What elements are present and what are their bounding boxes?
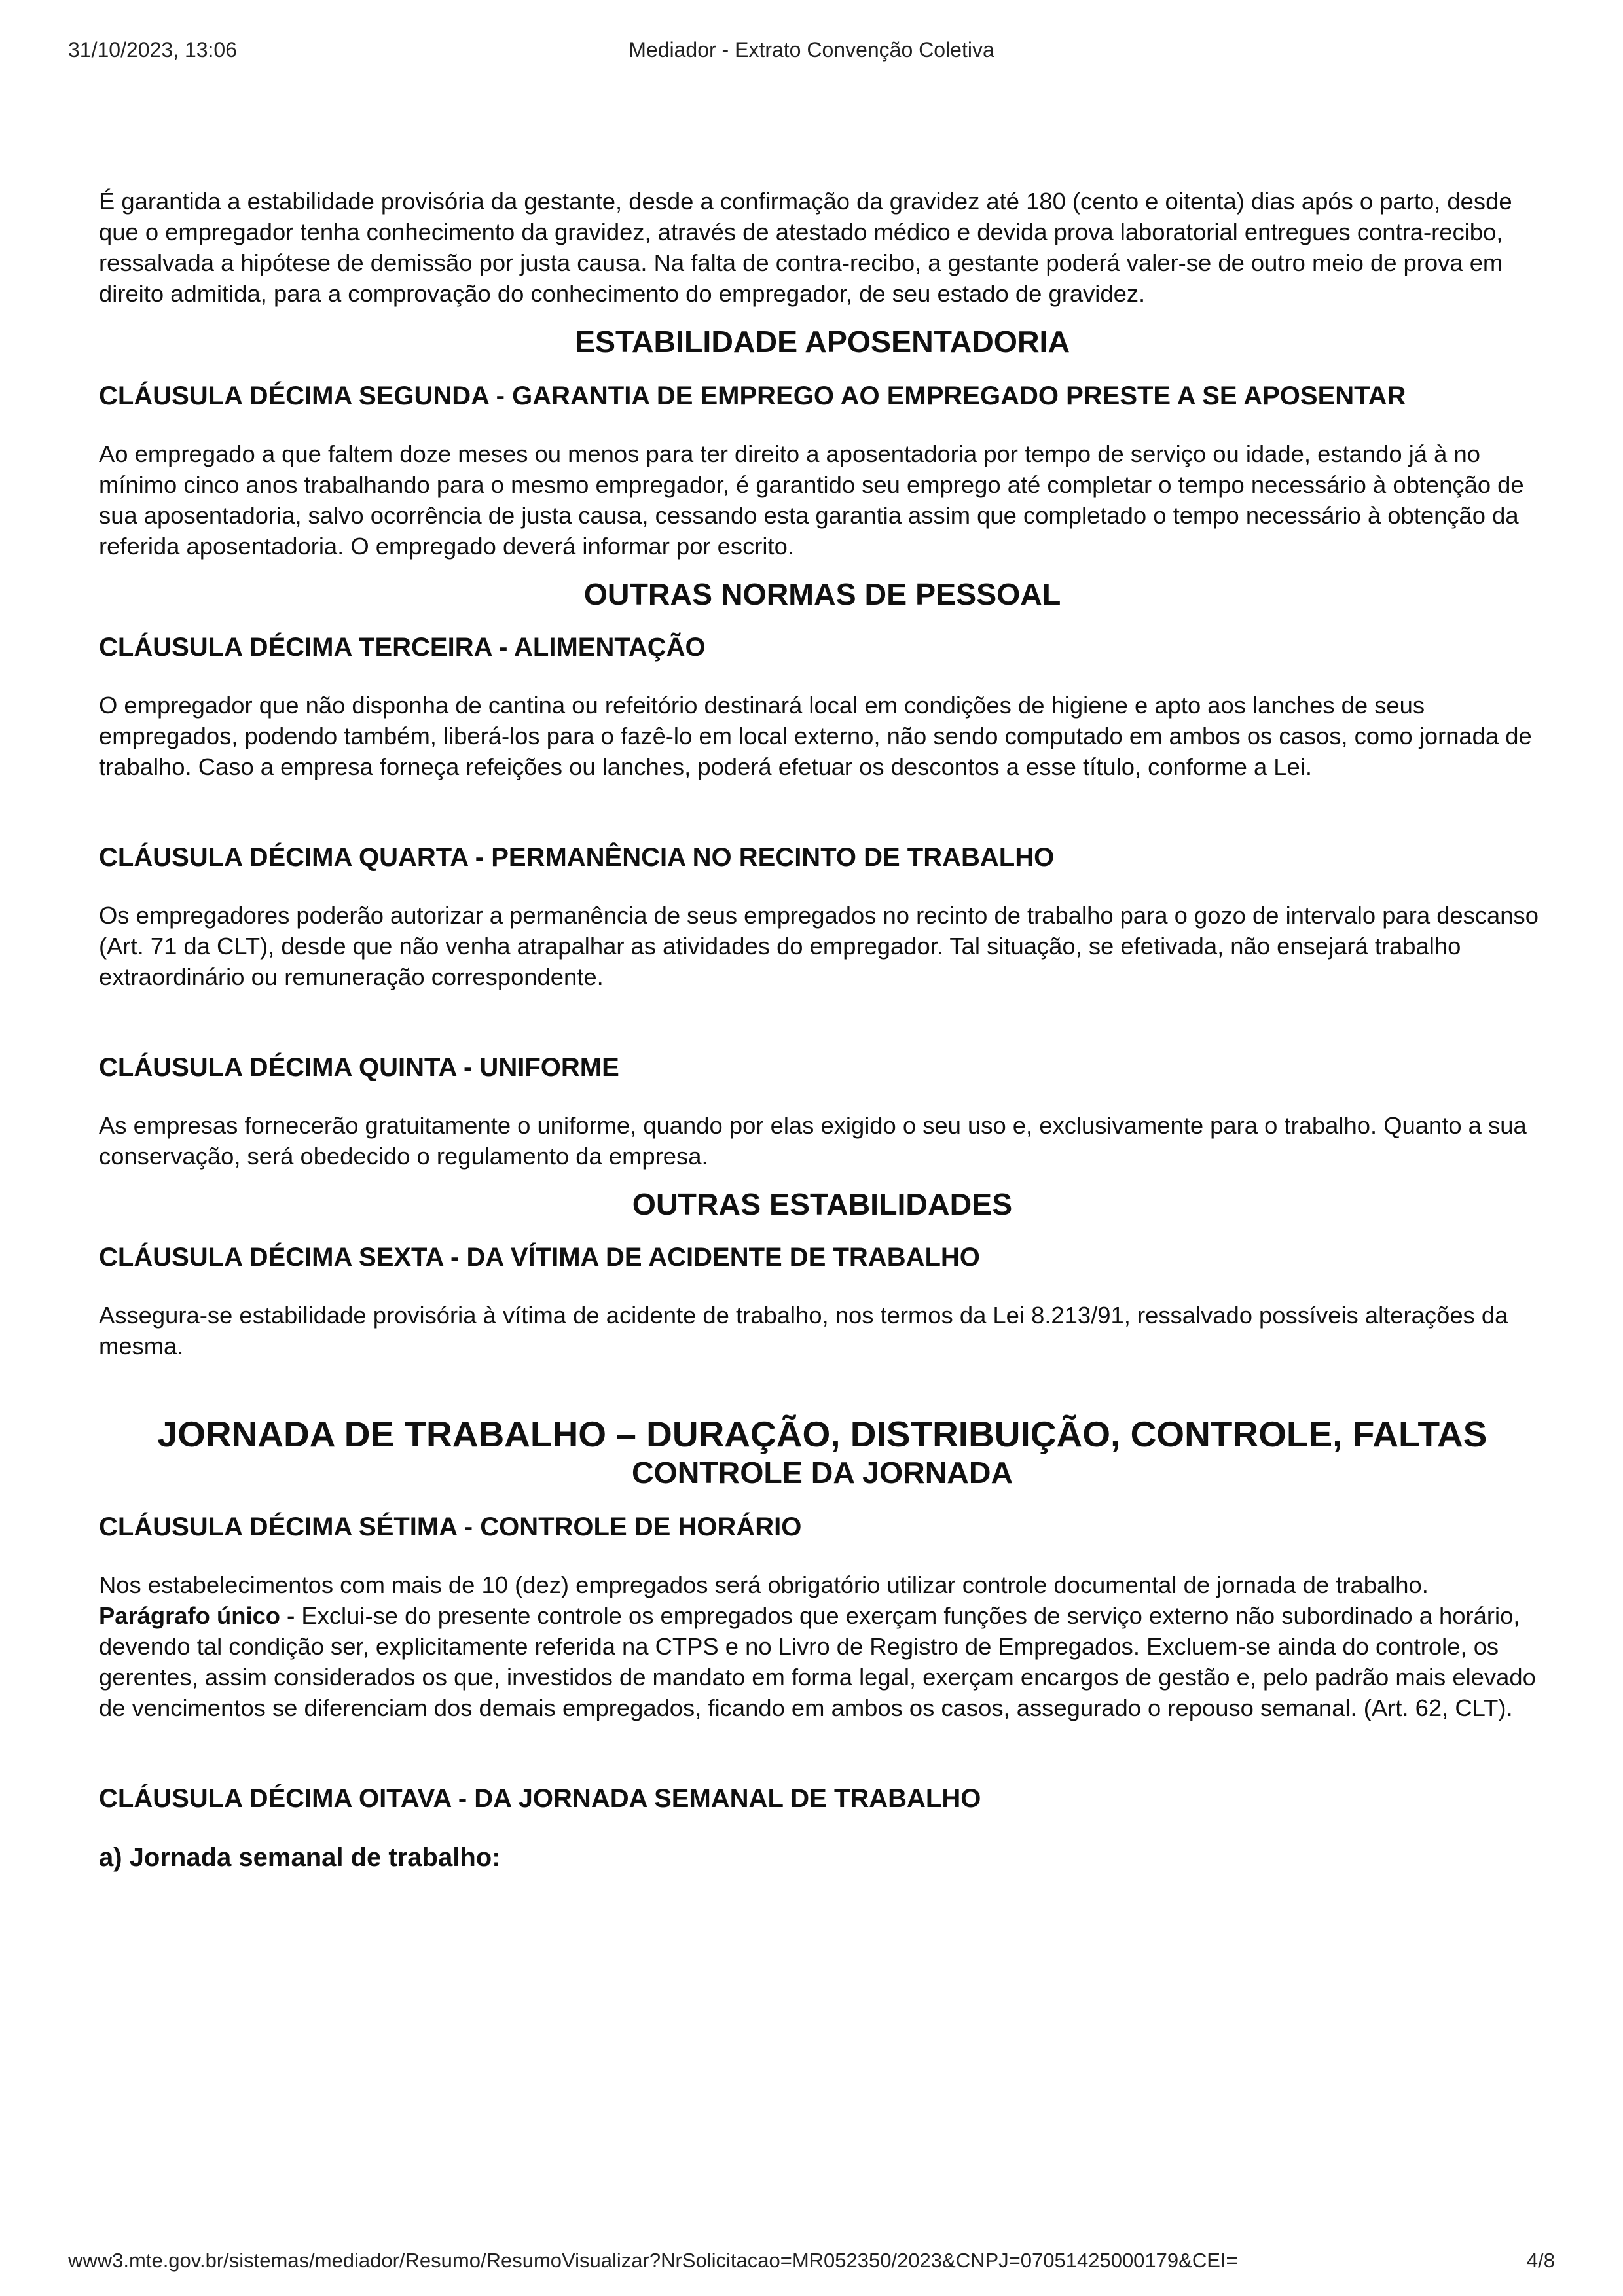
clause-14-title: CLÁUSULA DÉCIMA QUARTA - PERMANÊNCIA NO RECINTO DE TRABALHO (99, 843, 1055, 872)
clause-18-title: CLÁUSULA DÉCIMA OITAVA - DA JORNADA SEMANAL DE TRABALHO (99, 1784, 981, 1813)
section-heading-outras-normas: OUTRAS NORMAS DE PESSOAL (583, 577, 1061, 611)
subsection-heading-controle: CONTROLE DA JORNADA (631, 1456, 1013, 1490)
section-heading-jornada: JORNADA DE TRABALHO – DURAÇÃO, DISTRIBUIÇÃO, CONTROLE, FALTAS (157, 1414, 1487, 1454)
clause-15-title: CLÁUSULA DÉCIMA QUINTA - UNIFORME (99, 1053, 619, 1082)
clause-13-text: O empregador que não disponha de cantina ou refeitório destinará local em condições de higiene e apto aos lanches de seus empregados, podendo também, liberá-los para o fazê-lo em local externo, não sendo computado em ambos os casos, como jornada de trabalho. Caso a empresa forneça refeições ou lanches, poderá efetuar os descontos a esse título, conforme a Lei. (99, 692, 1532, 780)
section-heading-outras-estabilidades: OUTRAS ESTABILIDADES (632, 1187, 1013, 1221)
section-heading-aposentadoria: ESTABILIDADE APOSENTADORIA (574, 325, 1070, 359)
document-content (99, 186, 1546, 1874)
clause-17-title: CLÁUSULA DÉCIMA SÉTIMA - CONTROLE DE HORÁRIO (99, 1513, 802, 1541)
clause-15-text: As empresas fornecerão gratuitamente o uniforme, quando por elas exigido o seu uso e, exclusivamente para o trabalho. Quanto a sua conservação, será obedecido o regulamento da empresa. (99, 1112, 1527, 1170)
clause-16-text: Assegura-se estabilidade provisória à vítima de acidente de trabalho, nos termos da Lei 8.213/91, ressalvado possíveis alterações da mesma. (99, 1302, 1508, 1359)
clause-14-text: Os empregadores poderão autorizar a permanência de seus empregados no recinto de trabalho para o gozo de intervalo para descanso (Art. 71 da CLT), desde que não venha atrapalhar as atividades do empregador. Tal situação, se efetivada, não ensejará trabalho extraordinário ou remuneração correspondente. (99, 902, 1539, 990)
clause-16-title: CLÁUSULA DÉCIMA SEXTA - DA VÍTIMA DE ACIDENTE DE TRABALHO (99, 1243, 980, 1272)
clause-12-title: CLÁUSULA DÉCIMA SEGUNDA - GARANTIA DE EMPREGO AO EMPREGADO PRESTE A SE APOSENTAR (99, 382, 1406, 410)
print-datetime: 31/10/2023, 13:06 (68, 38, 238, 62)
clause-17-paragraph (99, 1600, 1546, 1723)
clause-13-title: CLÁUSULA DÉCIMA TERCEIRA - ALIMENTAÇÃO (99, 633, 706, 662)
clause-18-item-a: a) Jornada semanal de trabalho: (99, 1843, 501, 1872)
page-title: Mediador - Extrato Convenção Coletiva (629, 38, 994, 62)
clause-17-text: Nos estabelecimentos com mais de 10 (dez) empregados será obrigatório utilizar controle documental de jornada de trabalho. (99, 1571, 1429, 1598)
page-url: www3.mte.gov.br/sistemas/mediador/Resumo/ResumoVisualizar?NrSolicitacao=MR052350/2023&CNPJ=07051425000179&CEI= (68, 2249, 1238, 2272)
gestante-paragraph: É garantida a estabilidade provisória da gestante, desde a confirmação da gravidez até 180 (cento e oitenta) dias após o parto, desde que o empregador tenha conhecimento da gravidez, através de atestado médico e devida prova laboratorial entregues contra-recibo, ressalvada a hipótese de demissão por justa causa. Na falta de contra-recibo, a gestante poderá valer-se de outro meio de prova em direito admitida, para a comprovação do conhecimento do empregador, de seu estado de gravidez. (99, 188, 1512, 307)
clause-12-text: Ao empregado a que faltem doze meses ou menos para ter direito a aposentadoria por tempo de serviço ou idade, estando já à no mínimo cinco anos trabalhando para o mesmo empregador, é garantido seu emprego até completar o tempo necessário à obtenção de sua aposentadoria, salvo ocorrência de justa causa, cessando esta garantia assim que completado o tempo necessário à obtenção da referida aposentadoria. O empregado deverá informar por escrito. (99, 440, 1524, 560)
page-number: 4/8 (1526, 2249, 1555, 2272)
paragraph-text: Exclui-se do presente controle os empregados que exerçam funções de serviço externo não subordinado a horário, devendo tal condição ser, explicitamente referida na CTPS e no Livro de Registro de Empregados. Excluem-se ainda do controle, os gerentes, assim considerados os que, investidos de mandato em forma legal, exerçam encargos de gestão e, pelo padrão mais elevado de vencimentos se diferenciam dos demais empregados, ficando em ambos os casos, assegurado o repouso semanal. (Art. 62, CLT). (99, 1602, 1536, 1721)
paragraph-label: Parágrafo único - (99, 1602, 295, 1629)
